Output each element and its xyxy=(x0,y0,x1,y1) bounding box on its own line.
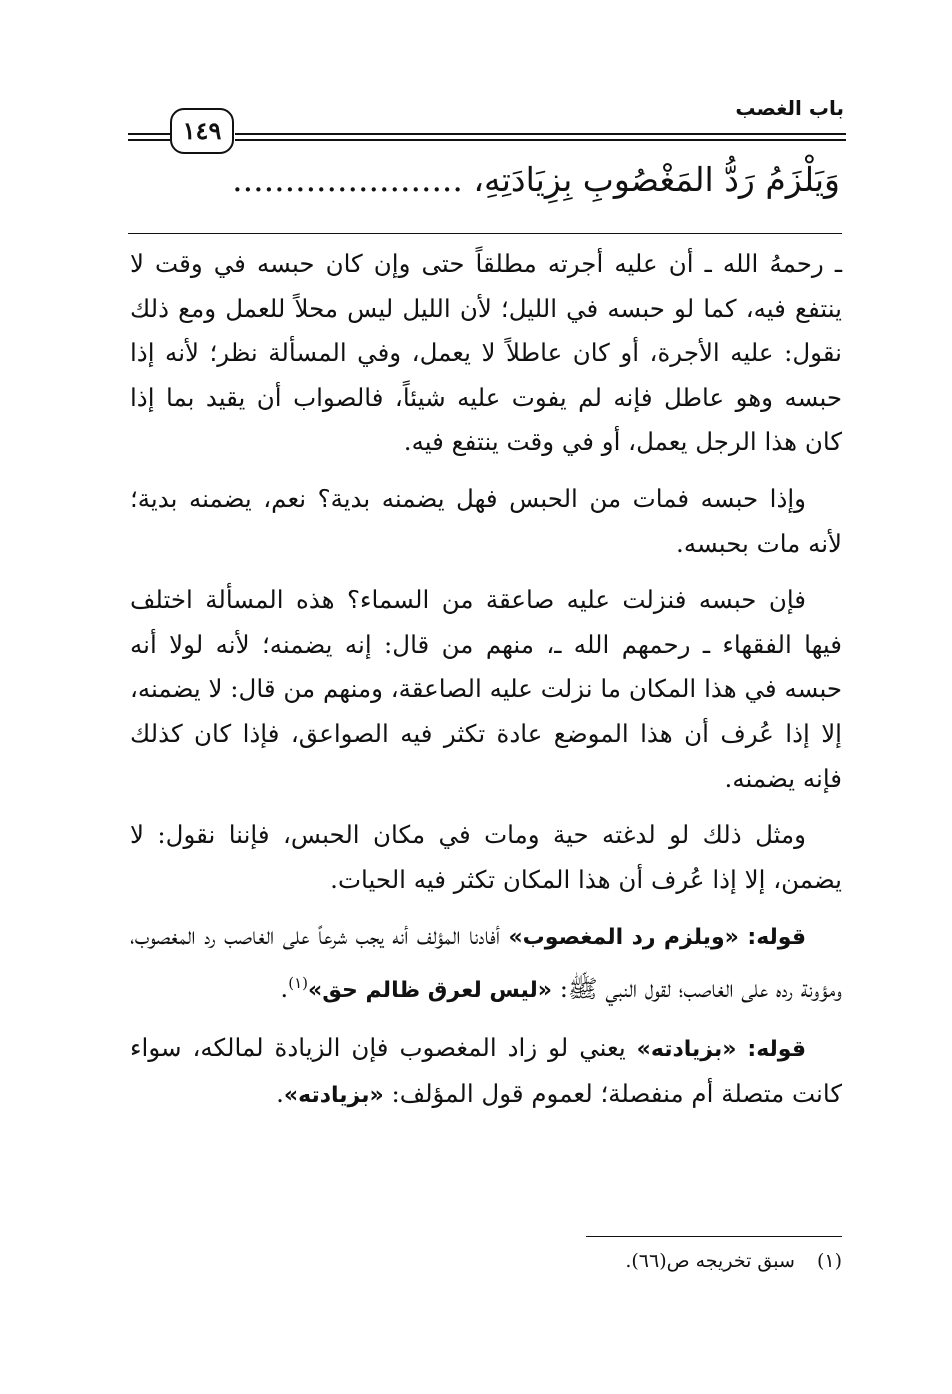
footnote-separator xyxy=(586,1236,842,1237)
matn-quote: «ويلزم رد المغصوب» xyxy=(508,925,739,951)
matn-quote-3: «بزيادته» xyxy=(283,1083,384,1109)
commentary-body xyxy=(130,242,842,1131)
footnote-number: (١) xyxy=(816,1250,842,1272)
hadith-quote: «ليس لعرق ظالم حق» xyxy=(308,978,552,1004)
chapter-title: باب الغصب xyxy=(735,96,844,120)
header-rule-bottom xyxy=(235,139,846,141)
paragraph-6-text: يعني لو زاد المغصوب فإن الزيادة لمالكه، سواء كانت متصلة أم منفصلة؛ لعموم قول المؤلف: xyxy=(130,1032,842,1109)
matn-separator xyxy=(128,233,842,234)
paragraph-2: وإذا حبسه فمات من الحبس فهل يضمنه بدية؟ نعم، يضمنه بدية؛ لأنه مات بحبسه. xyxy=(130,483,842,558)
page-number: ١٤٩ xyxy=(170,108,234,154)
paragraph-6-end: . xyxy=(276,1079,284,1109)
paragraph-6 xyxy=(130,1026,842,1119)
paragraph-4: ومثل ذلك لو لدغته حية ومات في مكان الحبس، فإننا نقول: لا يضمن، إلا إذا عُرف أن هذا المكان تكثر فيه الحيات. xyxy=(130,820,842,894)
header-rule-left-bottom xyxy=(128,139,170,141)
paragraph-5 xyxy=(130,914,842,1013)
matn-line: وَيَلْزَمُ رَدُّ المَغْصُوبِ بِزِيَادَتِهِ، ...................... xyxy=(232,160,840,199)
footnote-text: سبق تخريجه ص(٦٦). xyxy=(625,1250,795,1272)
header-rule-top xyxy=(235,133,846,135)
paragraph-1: ـ رحمهُ الله ـ أن عليه أجرته مطلقاً حتى وإن كان حبسه في وقت لا ينتفع فيه، كما لو حبسه في الليل؛ لأن الليل ليس محلاً للعمل ومع ذلك نقول: عليه الأجرة، أو كان عاطلاً لا يعمل، وفي المسألة نظر؛ لأنه إذا حبسه وهو عاطل فإنه لم يفوت عليه شيئاً، فالصواب أن يقيد بما إذا كان هذا الرجل يعمل، أو في وقت ينتفع فيه. xyxy=(130,249,842,457)
paragraph-5-end: . xyxy=(280,974,289,1004)
paragraph-3: فإن حبسه فنزلت عليه صاعقة من السماء؟ هذه المسألة اختلف فيها الفقهاء ـ رحمهم الله ـ، منهم من قال: إنه يضمنه؛ لأنه لولا أنه حبسه في هذا المكان ما نزلت عليه الصاعقة، ومنهم من قال: لا يضمنه، إلا إذا عُرف أن هذا الموضع عادة تكثر فيه الصواعق، فإذا كان كذلك فإنه يضمنه. xyxy=(130,585,842,793)
qawluhu-label-2: قوله: xyxy=(747,1036,807,1062)
paragraph-5-text: أفادنا المؤلف أنه يجب شرعاً على الغاصب رد المغصوب، ومؤونة رده على الغاصب؛ لقول النبي ﷺ: xyxy=(130,921,842,1004)
footnote-ref: (١) xyxy=(288,973,308,992)
footnote xyxy=(130,1250,842,1272)
matn-quote-2: «بزيادته» xyxy=(636,1036,737,1062)
header-rule-left-top xyxy=(128,133,170,135)
qawluhu-label: قوله: xyxy=(747,925,806,951)
